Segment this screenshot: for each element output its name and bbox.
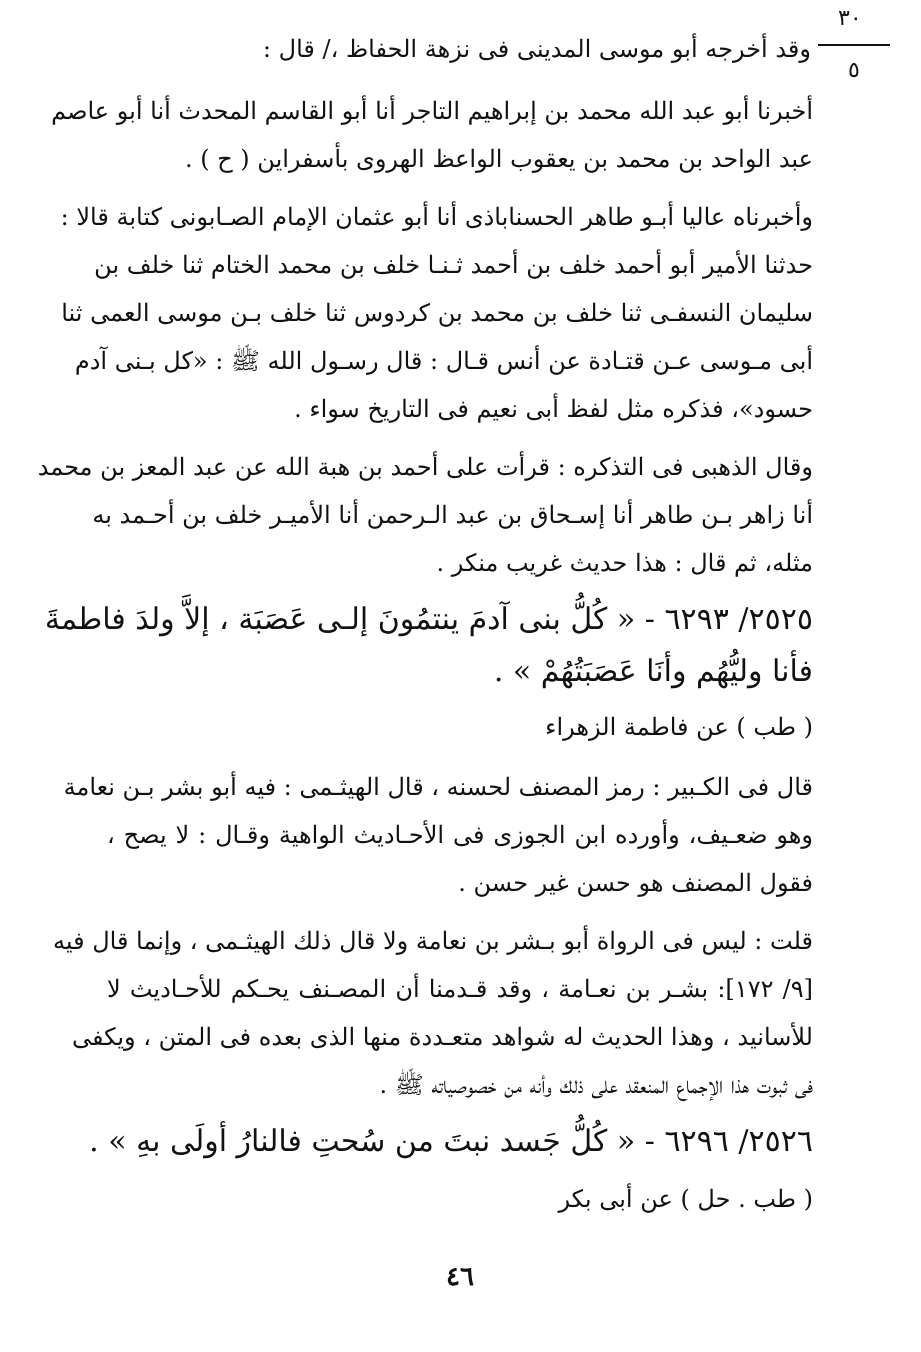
- text-line: قلت : ليس فى الرواة أبو بـشر بن نعامة ولا قال ذلك الهيثـمى ، وإنما قال فيه: [52, 927, 813, 955]
- margin-line-number: ٣٠: [838, 6, 862, 31]
- text-line: وهو ضعـيف، وأورده ابن الجوزى فى الأحـاديث الواهية وقـال : لا يصح ،: [107, 821, 813, 849]
- text-line: أخبرنا أبو عبد الله محمد بن إبراهيم التاجر أنا أبو القاسم المحدث أنا أبو عاصم: [51, 97, 813, 125]
- source-citation: ( طب . حل ) عن أبى بكر: [558, 1185, 813, 1213]
- text-line: [٩/ ١٧٢]: بشـر بن نعـامة ، وقد قـدمنا أن المصـنف يحـكم للأحـاديث لا: [107, 975, 813, 1003]
- text-line: حدثنا الأمير أبو أحمد خلف بن أحمد ثـنـا خلف بن محمد الختام ثنا خلف بن: [94, 251, 813, 279]
- text-line: للأسانيد ، وهذا الحديث له شواهد متعـددة منها الذى بعده فى المتن ، ويكفى: [71, 1023, 813, 1051]
- page-number: ٤٦: [446, 1262, 474, 1292]
- text-line: عبد الواحد بن محمد بن يعقوب الواعظ الهروى بأسفراين ( ح ) .: [184, 145, 813, 173]
- margin-rule: [818, 44, 890, 46]
- hadith-line: ٢٥٢٦/ ٦٢٩٦ - « كُلُّ جَسد نبتَ من سُحتِ فالنارُ أولَى بهِ » .: [89, 1124, 813, 1159]
- text-line: مثله، ثم قال : هذا حديث غريب منكر .: [436, 549, 813, 577]
- margin-sub-number: ٥: [848, 58, 860, 83]
- text-line: سليمان النسفـى ثنا خلف بن محمد بن كردوس ثنا خلف بـن موسى العمى ثنا: [61, 299, 813, 327]
- text-line: وقال الذهبى فى التذكره : قرأت على أحمد بن هبة الله عن عبد المعز بن محمد: [37, 453, 813, 481]
- source-citation: ( طب ) عن فاطمة الزهراء: [545, 713, 813, 741]
- hadith-line: ٢٥٢٥/ ٦٢٩٣ - « كُلُّ بنى آدمَ ينتمُونَ إلـى عَصَبَة ، إلاَّ ولدَ فاطمةَ: [44, 602, 813, 637]
- hadith-line: فأنا وليُّهُم وأنَا عَصَبَتُهُمْ » .: [493, 654, 813, 689]
- text-line: قال فى الكـبير : رمز المصنف لحسنه ، قال الهيثـمى : فيه أبو بشر بـن نعامة: [63, 773, 813, 801]
- text-line: فقول المصنف هو حسن غير حسن .: [458, 869, 813, 897]
- text-line: أبى مـوسى عـن قتـادة عن أنس قـال : قال رسـول الله ﷺ : «كل بـنى آدم: [74, 347, 813, 375]
- text-line: حسود»، فذكره مثل لفظ أبى نعيم فى التاريخ سواء .: [294, 395, 813, 423]
- text-line: وقد أخرجه أبو موسى المدينى فى نزهة الحفاظ ،/ قال :: [262, 35, 811, 63]
- text-line: أنا زاهر بـن طاهر أنا إسـحاق بن عبد الـرحمن أنا الأميـر خلف بن أحـمد به: [92, 501, 813, 529]
- text-line: فى ثبوت هذا الإجماع المنعقد على ذلك وأنه من خصوصياته ﷺ .: [379, 1071, 813, 1099]
- text-line: وأخبرناه عاليا أبـو طاهر الحسناباذى أنا أبو عثمان الإمام الصـابونى كتابة قالا :: [60, 203, 813, 231]
